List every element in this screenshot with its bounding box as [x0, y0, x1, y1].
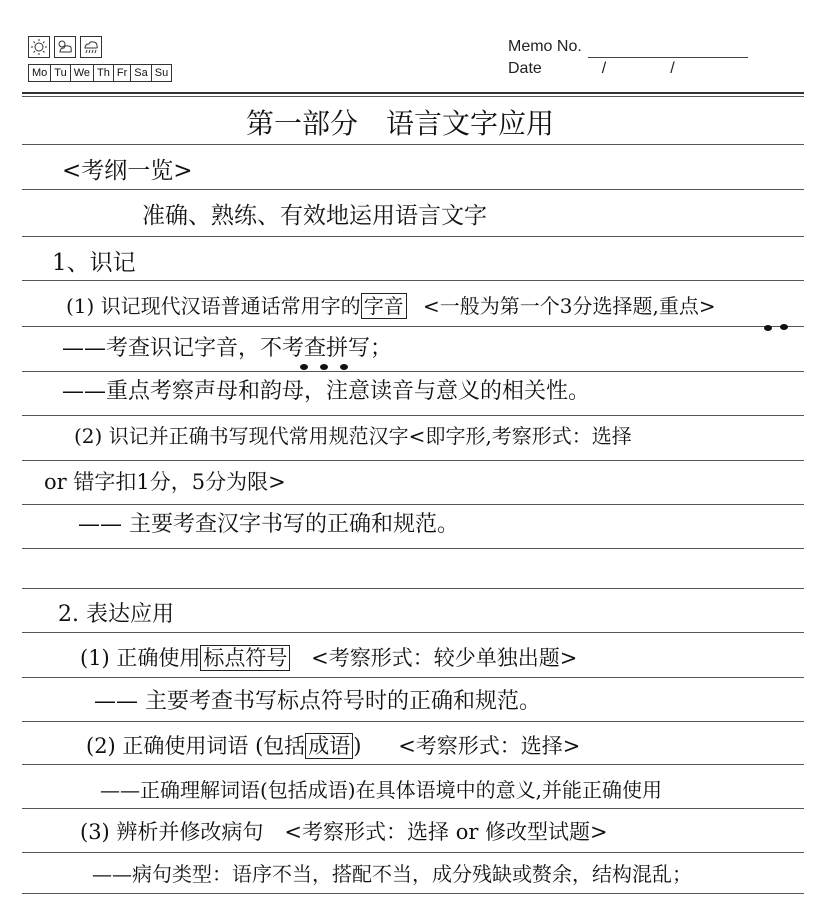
weather-icons: [28, 36, 102, 58]
item-text: ): [353, 734, 362, 758]
sun-icon: [28, 36, 50, 58]
ruled-line: [22, 504, 804, 505]
section-2-point-2: ——正确理解词语(包括成语)在具体语境中的意义,并能正确使用: [100, 778, 662, 802]
top-rule: [22, 92, 804, 94]
emphasis-dots: [296, 362, 356, 372]
day-tu: Tu: [50, 64, 70, 82]
boxed-term: 成语: [305, 733, 353, 759]
day-we: We: [70, 64, 94, 82]
memo-no-field: [588, 43, 748, 58]
weekday-row: [28, 64, 172, 82]
ruled-line: [22, 632, 804, 633]
outline-heading: <考纲一览>: [62, 158, 193, 184]
section-1-item-1: [66, 296, 716, 316]
memo-no-label: Memo No.: [508, 38, 582, 55]
item-note: <考察形式：较少单独出题>: [311, 646, 578, 670]
section-2-point-1: —— 主要考查书写标点符号时的正确和规范。: [94, 689, 541, 714]
ruled-line: [22, 371, 804, 372]
day-fr: Fr: [113, 64, 131, 82]
top-rule: [22, 96, 804, 97]
item-text: (1) 正确使用: [80, 646, 201, 670]
boxed-term: 标点符号: [200, 645, 290, 671]
ruled-line: [22, 415, 804, 416]
ruled-line: [22, 852, 804, 853]
section-1-item-2: (2) 识记并正确书写现代常用规范汉字<即字形,考察形式：选择: [74, 424, 632, 448]
item-text: (1) 识记现代汉语普通话常用字的: [66, 294, 361, 318]
section-2-heading: 2. 表达应用: [58, 602, 174, 627]
item-text: (2) 正确使用词语 (包括: [86, 734, 306, 758]
ruled-line: [22, 677, 804, 678]
partly-cloudy-icon: [54, 36, 76, 58]
boxed-term: 字音: [361, 293, 407, 319]
section-2-point-3: ——病句类型：语序不当，搭配不当，成分残缺或赘余，结构混乱；: [92, 862, 692, 886]
day-sa: Sa: [130, 64, 151, 82]
memo-header: [0, 0, 832, 92]
ruled-line: [22, 808, 804, 809]
section-2-item-2: [86, 736, 580, 757]
ruled-line: [22, 189, 804, 190]
ruled-line: [22, 721, 804, 722]
date-label: Date: [508, 60, 542, 77]
ruled-line: [22, 236, 804, 237]
ruled-line: [22, 764, 804, 765]
ruled-line: [22, 588, 804, 589]
page-title: 第一部分 语言文字应用: [246, 107, 555, 140]
ruled-line: [22, 280, 804, 281]
day-th: Th: [93, 64, 114, 82]
section-2-item-3: (3) 辨析并修改病句 <考察形式：选择 or 修改型试题>: [80, 820, 608, 844]
ruled-line: [22, 144, 804, 145]
section-2-item-1: [80, 648, 577, 669]
section-1-point-1: ——考查识记字音，不考查拼写；: [62, 336, 393, 361]
date-separator: /: [601, 60, 607, 77]
ruled-line: [22, 548, 804, 549]
section-1-point-2: ——重点考察声母和韵母，注意读音与意义的相关性。: [62, 379, 591, 404]
date-separator: /: [670, 60, 675, 77]
item-note: <一般为第一个3分选择题,重点>: [423, 294, 716, 318]
rain-cloud-icon: [80, 36, 102, 58]
section-1-heading: 1、识记: [52, 250, 136, 276]
outline-text: 准确、熟练、有效地运用语言文字: [142, 203, 487, 229]
section-1-point-3: —— 主要考查汉字书写的正确和规范。: [78, 512, 459, 537]
day-su: Su: [151, 64, 172, 82]
ruled-line: [22, 326, 804, 327]
ruled-line: [22, 893, 804, 894]
day-mo: Mo: [28, 64, 51, 82]
item-note: <考察形式：选择>: [398, 734, 581, 758]
emphasis-dots: [760, 322, 800, 334]
memo-fields: [508, 36, 748, 80]
section-1-item-2-cont: or 错字扣1分，5分为限>: [44, 470, 286, 494]
ruled-line: [22, 460, 804, 461]
